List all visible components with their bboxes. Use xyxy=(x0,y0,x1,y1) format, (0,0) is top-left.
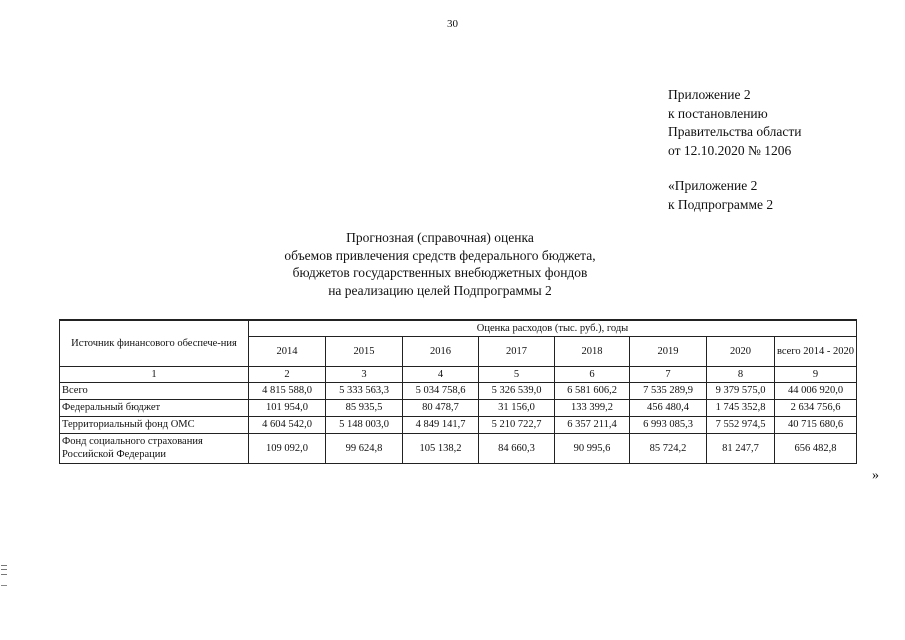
table-cell: 5 326 539,0 xyxy=(479,382,555,399)
year-header: 2014 xyxy=(249,336,326,366)
table-row xyxy=(60,433,857,463)
appendix-line: Приложение 2 xyxy=(668,87,751,102)
row-label: Территориальный фонд ОМС xyxy=(60,416,249,433)
table-cell: 133 399,2 xyxy=(555,399,630,416)
title-line: Прогнозная (справочная) оценка xyxy=(346,230,534,245)
year-header: 2019 xyxy=(630,336,707,366)
column-number: 2 xyxy=(249,366,326,382)
table-cell: 31 156,0 xyxy=(479,399,555,416)
table-cell: 5 333 563,3 xyxy=(326,382,403,399)
table-cell: 6 357 211,4 xyxy=(555,416,630,433)
column-number: 9 xyxy=(775,366,857,382)
margin-scan-mark xyxy=(1,565,7,575)
table-cell: 81 247,7 xyxy=(707,433,775,463)
margin-scan-mark xyxy=(1,585,7,586)
appendix-line: Правительства области xyxy=(668,124,802,139)
document-title xyxy=(190,229,690,299)
table-cell: 5 034 758,6 xyxy=(403,382,479,399)
title-line: на реализацию целей Подпрограммы 2 xyxy=(328,282,552,298)
financing-table xyxy=(59,319,857,464)
column-number: 8 xyxy=(707,366,775,382)
table-cell: 5 148 003,0 xyxy=(326,416,403,433)
table-cell: 656 482,8 xyxy=(775,433,857,463)
row-label: Фонд социального страхования Российской Федерации xyxy=(60,433,249,463)
table-row xyxy=(60,382,857,399)
appendix-line: к постановлению xyxy=(668,105,768,121)
table-cell: 7 552 974,5 xyxy=(707,416,775,433)
estimate-header: Оценка расходов (тыс. руб.), годы xyxy=(249,320,857,336)
source-column-header: Источник финансового обеспече-ния xyxy=(60,320,249,366)
appendix-reference xyxy=(668,86,801,160)
table-cell: 5 210 722,7 xyxy=(479,416,555,433)
table-cell: 4 815 588,0 xyxy=(249,382,326,399)
table-cell: 80 478,7 xyxy=(403,399,479,416)
column-number: 5 xyxy=(479,366,555,382)
sub-appendix-line: к Подпрограмме 2 xyxy=(668,196,774,212)
year-header: 2020 xyxy=(707,336,775,366)
table-cell: 4 604 542,0 xyxy=(249,416,326,433)
table-cell: 6 993 085,3 xyxy=(630,416,707,433)
appendix-line: от 12.10.2020 № 1206 xyxy=(668,142,792,158)
table-cell: 84 660,3 xyxy=(479,433,555,463)
column-number: 1 xyxy=(60,366,249,382)
column-numbers-row xyxy=(60,366,857,382)
sub-appendix-line: «Приложение 2 xyxy=(668,178,758,193)
year-header: 2017 xyxy=(479,336,555,366)
total-header: всего 2014 - 2020 xyxy=(775,336,857,366)
row-label: Федеральный бюджет xyxy=(60,399,249,416)
table-cell: 4 849 141,7 xyxy=(403,416,479,433)
table-cell: 109 092,0 xyxy=(249,433,326,463)
table-cell: 105 138,2 xyxy=(403,433,479,463)
row-label: Всего xyxy=(60,382,249,399)
year-header: 2015 xyxy=(326,336,403,366)
table-row xyxy=(60,399,857,416)
year-header: 2016 xyxy=(403,336,479,366)
column-number: 6 xyxy=(555,366,630,382)
title-line: объемов привлечения средств федерального бюджета, xyxy=(284,247,596,263)
table-cell: 90 995,6 xyxy=(555,433,630,463)
title-line: бюджетов государственных внебюджетных фондов xyxy=(292,265,588,280)
table-cell: 85 935,5 xyxy=(326,399,403,416)
table-cell: 99 624,8 xyxy=(326,433,403,463)
column-number: 4 xyxy=(403,366,479,382)
column-number: 7 xyxy=(630,366,707,382)
table-cell: 85 724,2 xyxy=(630,433,707,463)
table-cell: 1 745 352,8 xyxy=(707,399,775,416)
page-number: 30 xyxy=(447,18,458,30)
table-cell: 44 006 920,0 xyxy=(775,382,857,399)
column-number: 3 xyxy=(326,366,403,382)
table-cell: 101 954,0 xyxy=(249,399,326,416)
table-cell: 40 715 680,6 xyxy=(775,416,857,433)
sub-appendix-reference xyxy=(668,177,773,214)
table-row xyxy=(60,416,857,433)
table-cell: 9 379 575,0 xyxy=(707,382,775,399)
table-cell: 6 581 606,2 xyxy=(555,382,630,399)
table-cell: 7 535 289,9 xyxy=(630,382,707,399)
year-header: 2018 xyxy=(555,336,630,366)
closing-quote: » xyxy=(872,468,879,483)
table-cell: 456 480,4 xyxy=(630,399,707,416)
table-cell: 2 634 756,6 xyxy=(775,399,857,416)
